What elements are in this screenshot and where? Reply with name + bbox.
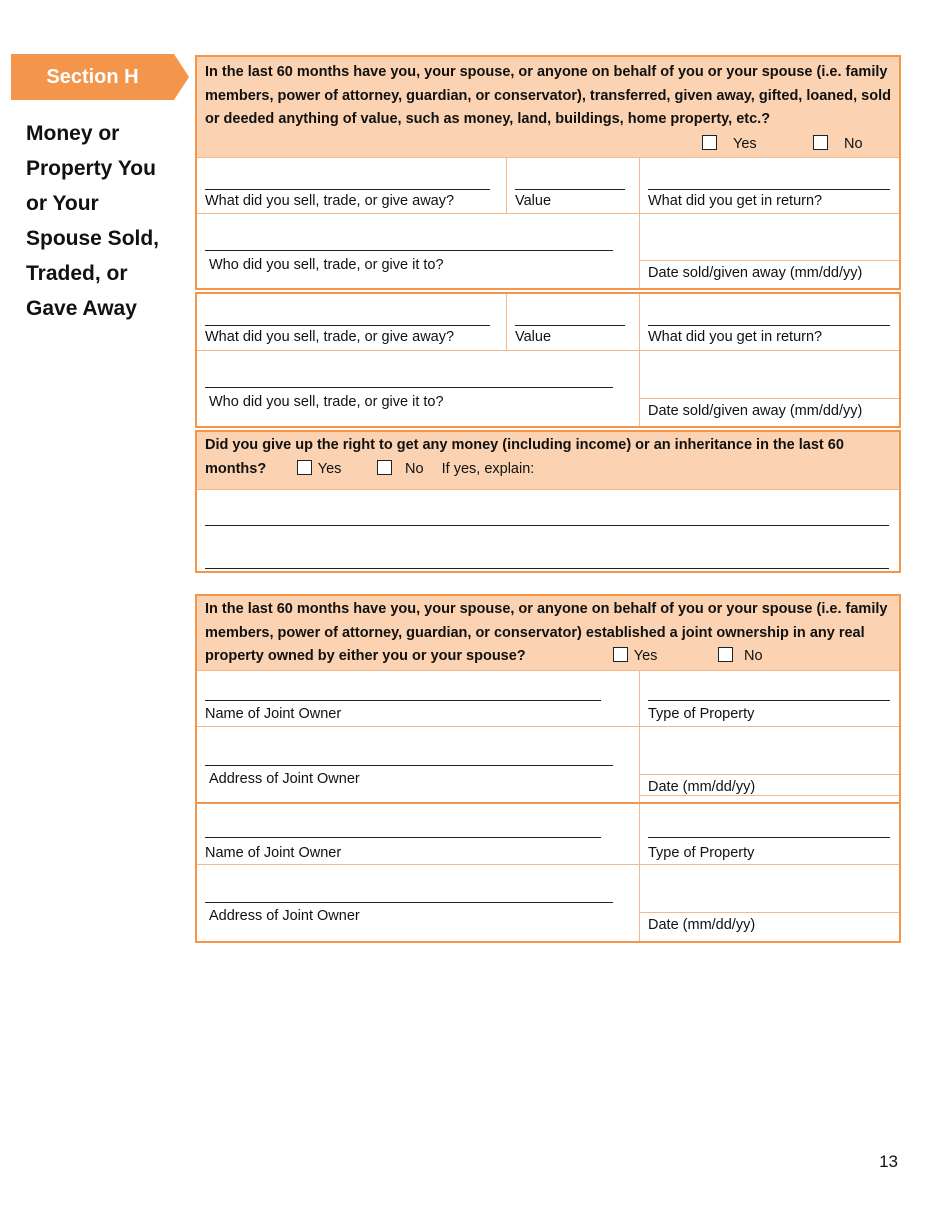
section-tab — [11, 54, 189, 100]
property-type-label: Type of Property — [648, 845, 755, 861]
joint-yes-checkbox[interactable] — [613, 647, 628, 662]
what-line[interactable] — [205, 325, 490, 326]
transfer-no-checkbox[interactable] — [813, 135, 828, 150]
return-label: What did you get in return? — [648, 329, 823, 345]
rights-header — [197, 432, 899, 489]
joint-entry-row — [197, 802, 899, 864]
who-field[interactable] — [197, 351, 639, 426]
joint-no-label: No — [744, 648, 763, 664]
date-divider — [640, 260, 899, 261]
rights-yes-label: Yes — [317, 461, 342, 477]
transfer-yes-option[interactable] — [702, 133, 757, 157]
owner-name-label: Name of Joint Owner — [205, 845, 342, 861]
what-label: What did you sell, trade, or give away? — [205, 193, 455, 209]
section-title-line: Gave Away — [26, 297, 137, 320]
joint-date-field[interactable] — [639, 865, 899, 941]
who-label: Who did you sell, trade, or give it to? — [209, 257, 444, 273]
section-title-line: Spouse Sold, — [26, 227, 160, 250]
transfer-yes-checkbox[interactable] — [702, 135, 717, 150]
transfer-header — [197, 57, 899, 157]
what-field[interactable] — [197, 294, 506, 350]
section-title-line: Money or — [26, 122, 120, 145]
rights-block — [195, 430, 901, 573]
property-type-field[interactable] — [639, 804, 899, 864]
transfer-no-label: No — [844, 136, 863, 152]
rights-explain-label: If yes, explain: — [441, 461, 535, 477]
property-type-line[interactable] — [648, 837, 890, 838]
owner-name-label: Name of Joint Owner — [205, 706, 342, 722]
section-title-line: Property You — [26, 157, 156, 180]
property-type-line[interactable] — [648, 700, 890, 701]
joint-date-field[interactable] — [639, 727, 899, 802]
owner-address-line[interactable] — [205, 765, 613, 766]
value-label: Value — [515, 329, 552, 345]
section-tab-label: Section H — [46, 66, 139, 88]
rights-yes-option[interactable] — [297, 458, 341, 482]
value-line[interactable] — [515, 325, 625, 326]
owner-address-label: Address of Joint Owner — [209, 771, 360, 787]
who-line[interactable] — [205, 387, 613, 388]
rights-question: Did you give up the right to get any money (including income) or an inheritance in the last 60 months? — [205, 437, 844, 477]
rights-no-checkbox[interactable] — [377, 460, 392, 475]
joint-no-option[interactable] — [718, 645, 763, 669]
who-line[interactable] — [205, 250, 613, 251]
value-line[interactable] — [515, 189, 625, 190]
owner-address-label: Address of Joint Owner — [209, 908, 360, 924]
date-label: Date sold/given away (mm/dd/yy) — [648, 403, 863, 419]
return-label: What did you get in return? — [648, 193, 823, 209]
owner-name-field[interactable] — [197, 671, 639, 726]
joint-date-divider — [640, 912, 899, 913]
owner-name-field[interactable] — [197, 804, 639, 864]
date-label: Date sold/given away (mm/dd/yy) — [648, 265, 863, 281]
property-type-label: Type of Property — [648, 706, 755, 722]
owner-name-line[interactable] — [205, 700, 601, 701]
joint-yes-option[interactable] — [613, 645, 657, 669]
page-number: 13 — [879, 1152, 898, 1171]
transfer-entry-row — [197, 213, 899, 288]
who-field[interactable] — [197, 214, 639, 288]
joint-date-divider — [640, 795, 899, 796]
who-label: Who did you sell, trade, or give it to? — [209, 394, 444, 410]
transfer-question: In the last 60 months have you, your spouse, or anyone on behalf of you or your spouse (i.e. family members, power of attorney, guardian, or conservator), transferred, given away, gifted, loaned, sold or deeded anything of value, such as money, land, buildings, home property, etc.? — [205, 64, 891, 127]
owner-address-field[interactable] — [197, 727, 639, 802]
rights-yes-checkbox[interactable] — [297, 460, 312, 475]
section-title-line: or Your — [26, 192, 99, 215]
explain-line[interactable] — [205, 525, 889, 526]
joint-entry-row — [197, 726, 899, 802]
joint-entry-row — [197, 670, 899, 726]
rights-explain-area[interactable] — [197, 489, 899, 571]
date-field[interactable] — [639, 351, 899, 426]
joint-date-label: Date (mm/dd/yy) — [648, 917, 756, 933]
transfer-entry-row — [197, 350, 899, 426]
section-title-line: Traded, or — [26, 262, 128, 285]
return-line[interactable] — [648, 189, 890, 190]
return-line[interactable] — [648, 325, 890, 326]
value-label: Value — [515, 193, 552, 209]
transfer-block — [195, 55, 901, 290]
owner-address-line[interactable] — [205, 902, 613, 903]
value-field[interactable] — [506, 294, 639, 350]
rights-no-option[interactable] — [377, 458, 534, 482]
rights-no-label: No — [405, 461, 424, 477]
property-type-field[interactable] — [639, 671, 899, 726]
owner-name-line[interactable] — [205, 837, 601, 838]
date-divider — [640, 398, 899, 399]
transfer-entry-block — [195, 292, 901, 428]
joint-date-label: Date (mm/dd/yy) — [648, 779, 756, 795]
joint-header — [197, 596, 899, 670]
section-title — [26, 116, 186, 326]
owner-address-field[interactable] — [197, 865, 639, 941]
return-field[interactable] — [639, 158, 899, 213]
return-field[interactable] — [639, 294, 899, 350]
joint-no-checkbox[interactable] — [718, 647, 733, 662]
what-line[interactable] — [205, 189, 490, 190]
joint-question: In the last 60 months have you, your spouse, or anyone on behalf of you or your spouse (i.e. family members, power of attorney, guardian, or conservator) established a joint ownership in any real property owned by either you or your spouse? — [205, 601, 888, 664]
what-label: What did you sell, trade, or give away? — [205, 329, 455, 345]
explain-line[interactable] — [205, 568, 889, 569]
transfer-entry-row — [197, 294, 899, 350]
joint-date-divider — [640, 774, 899, 775]
joint-yes-label: Yes — [633, 648, 658, 664]
what-field[interactable] — [197, 158, 506, 213]
transfer-entry-row — [197, 157, 899, 213]
value-field[interactable] — [506, 158, 639, 213]
joint-block — [195, 594, 901, 943]
transfer-yes-label: Yes — [733, 136, 757, 152]
date-field[interactable] — [639, 214, 899, 288]
joint-entry-row — [197, 864, 899, 941]
transfer-no-option[interactable] — [813, 133, 863, 157]
